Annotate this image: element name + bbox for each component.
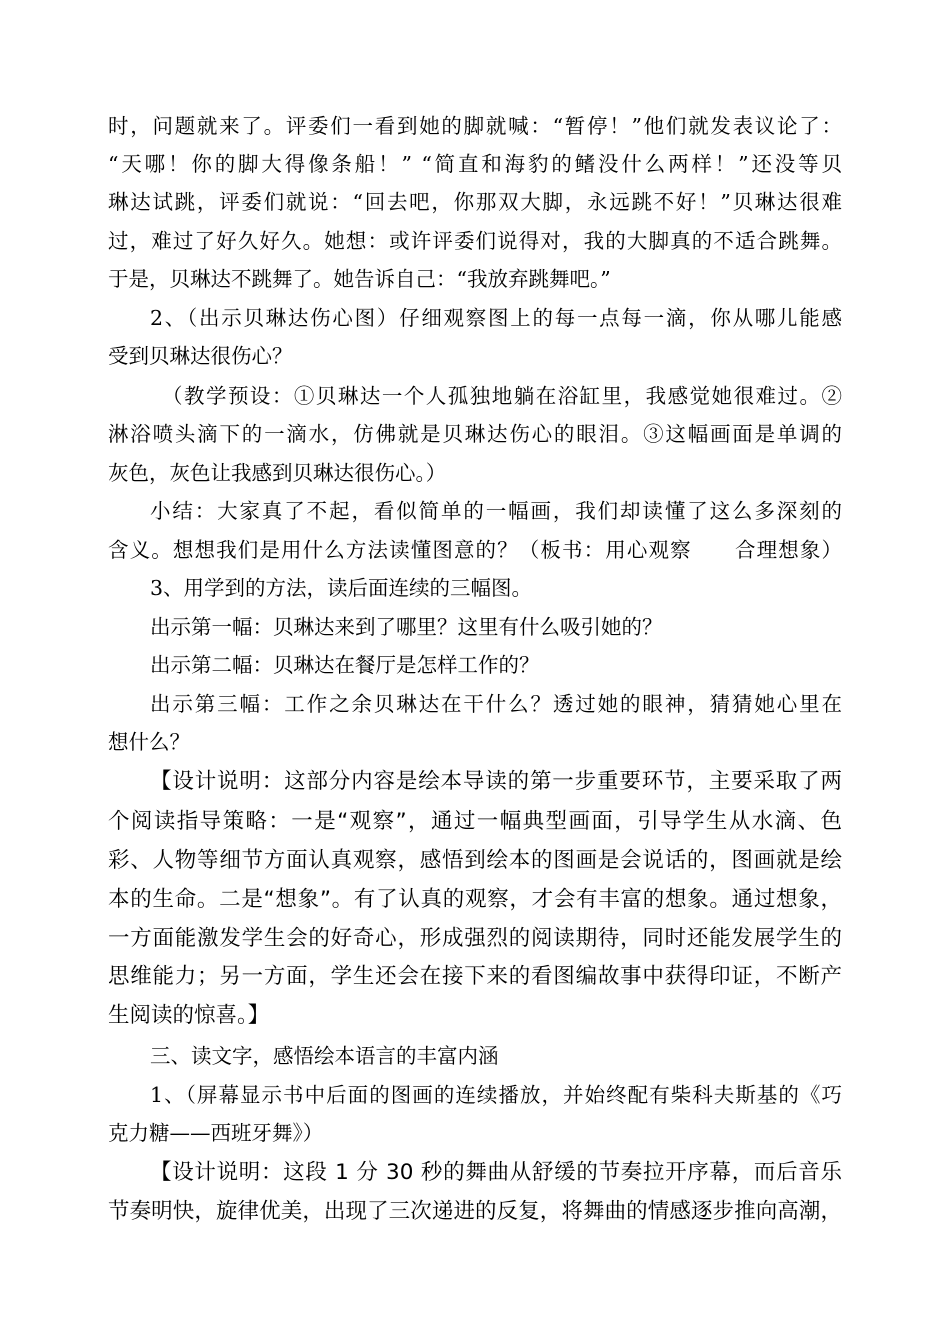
text-line: 生阅读的惊喜。】: [108, 1003, 270, 1028]
text-line: 节奏明快，旋律优美，出现了三次递进的反复，将舞曲的情感逐步推向高潮，: [108, 1199, 842, 1224]
text-line: 出示第一幅：贝琳达来到了哪里？这里有什么吸引她的？: [150, 615, 663, 639]
text-line: 过，难过了好久好久。她想：或许评委们说得对，我的大脚真的不适合跳舞。: [108, 229, 842, 253]
text-line: 于是，贝琳达不跳舞了。她告诉自己：“我放弃跳舞吧。”: [108, 267, 611, 291]
text-line: 灰色，灰色让我感到贝琳达很伤心。）: [108, 461, 447, 485]
text-line: 小结：大家真了不起，看似简单的一幅画，我们却读懂了这么多深刻的: [150, 499, 842, 523]
text-line: 【设计说明：这部分内容是绘本导读的第一步重要环节，主要采取了两: [150, 769, 842, 794]
text-line: 受到贝琳达很伤心？: [108, 344, 293, 368]
text-line: 克力糖——西班牙舞》）: [108, 1121, 324, 1145]
text-line: 想什么？: [108, 730, 190, 754]
text-line: 个阅读指导策略：一是“观察”，通过一幅典型画面，引导学生从水滴、色: [108, 809, 842, 834]
text-line: 出示第三幅：工作之余贝琳达在干什么？透过她的眼神，猜猜她心里在: [150, 692, 842, 716]
text-line: 1、（屏幕显示书中后面的图画的连续播放，并始终配有柴科夫斯基的《巧: [150, 1083, 842, 1107]
text-line: 本的生命。二是“想象”。有了认真的观察，才会有丰富的想象。通过想象，: [108, 887, 842, 912]
text-line: 时，问题就来了。评委们一看到她的脚就喊：“暂停！”他们就发表议论了：: [108, 114, 842, 138]
text-line: 出示第二幅：贝琳达在餐厅是怎样工作的？: [150, 653, 540, 677]
text-line: 淋浴喷头滴下的一滴水，仿佛就是贝琳达伤心的眼泪。③这幅画面是单调的: [108, 422, 842, 446]
text-line: 3、用学到的方法，读后面连续的三幅图。: [150, 576, 533, 600]
text-line: 一方面能激发学生会的好奇心，形成强烈的阅读期待，同时还能发展学生的: [108, 926, 842, 951]
text-line: 彩、人物等细节方面认真观察，感悟到绘本的图画是会说话的，图画就是绘: [108, 848, 842, 873]
text-line: 【设计说明：这段 1 分 30 秒的舞曲从舒缓的节奏拉开序幕，而后音乐: [150, 1160, 842, 1185]
text-line: 琳达试跳，评委们就说：“回去吧，你那双大脚，永远跳不好！”贝琳达很难: [108, 190, 842, 214]
text-line: 思维能力；另一方面，学生还会在接下来的看图编故事中获得印证，不断产: [108, 964, 842, 989]
text-line: 含义。想想我们是用什么方法读懂图意的？（板书：用心观察 合理想象）: [108, 538, 842, 562]
text-line: “天哪！你的脚大得像条船！” “简直和海豹的鳍没什么两样！”还没等贝: [108, 152, 842, 176]
text-line: 2、（出示贝琳达伤心图）仔细观察图上的每一点每一滴，你从哪儿能感: [150, 306, 842, 330]
section-heading: 三、读文字，感悟绘本语言的丰富内涵: [150, 1044, 499, 1068]
text-line: （教学预设：①贝琳达一个人孤独地躺在浴缸里，我感觉她很难过。②: [162, 384, 842, 408]
